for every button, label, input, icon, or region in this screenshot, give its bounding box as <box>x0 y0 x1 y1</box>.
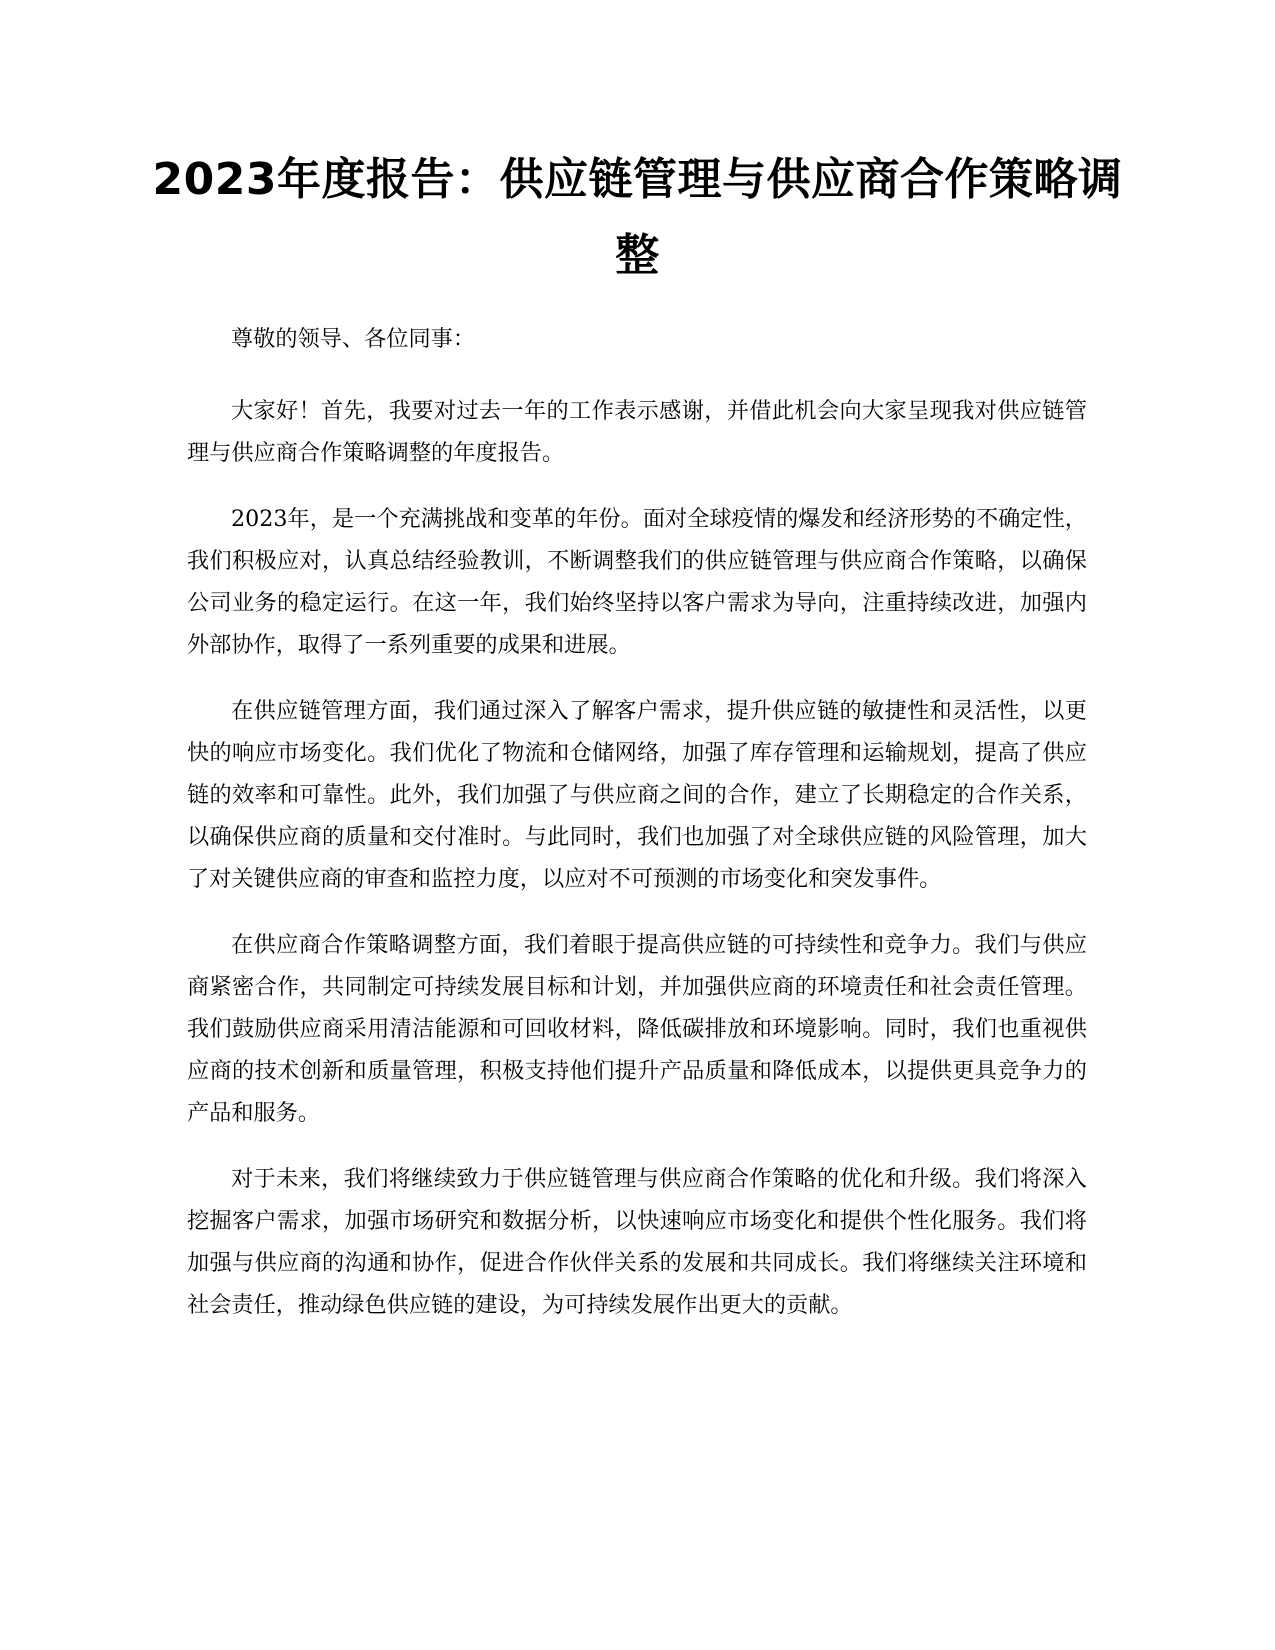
document-title: 2023年度报告：供应链管理与供应商合作策略调整 <box>152 154 1123 281</box>
salutation: 尊敬的领导、各位同事： <box>231 326 476 352</box>
document-body <box>187 318 1087 1350</box>
paragraph-supplier-strategy: 在供应商合作策略调整方面，我们着眼于提高供应链的可持续性和竞争力。我们与供应商紧密合作，共同制定可持续发展目标和计划，并加强供应商的环境责任和社会责任管理。我们鼓励供应商采用清洁能源和可回收材料，降低碳排放和环境影响。同时，我们也重视供应商的技术创新和质量管理，积极支持他们提升产品质量和降低成本，以提供更具竞争力的产品和服务。 <box>187 932 1087 1126</box>
paragraph-year-overview: 2023年，是一个充满挑战和变革的年份。面对全球疫情的爆发和经济形势的不确定性，我们积极应对，认真总结经验教训，不断调整我们的供应链管理与供应商合作策略，以确保公司业务的稳定运行。在这一年，我们始终坚持以客户需求为导向，注重持续改进，加强内外部协作，取得了一系列重要的成果和进展。 <box>187 506 1087 658</box>
paragraph-future-outlook: 对于未来，我们将继续致力于供应链管理与供应商合作策略的优化和升级。我们将深入挖掘客户需求，加强市场研究和数据分析，以快速响应市场变化和提供个性化服务。我们将加强与供应商的沟通和协作，促进合作伙伴关系的发展和共同成长。我们将继续关注环境和社会责任，推动绿色供应链的建设，为可持续发展作出更大的贡献。 <box>187 1166 1087 1318</box>
paragraph-intro: 大家好！首先，我要对过去一年的工作表示感谢，并借此机会向大家呈现我对供应链管理与供应商合作策略调整的年度报告。 <box>187 398 1087 466</box>
paragraph-supply-chain-management: 在供应链管理方面，我们通过深入了解客户需求，提升供应链的敏捷性和灵活性，以更快的响应市场变化。我们优化了物流和仓储网络，加强了库存管理和运输规划，提高了供应链的效率和可靠性。此外，我们加强了与供应商之间的合作，建立了长期稳定的合作关系，以确保供应商的质量和交付准时。与此同时，我们也加强了对全球供应链的风险管理，加大了对关键供应商的审查和监控力度，以应对不可预测的市场变化和突发事件。 <box>187 698 1087 892</box>
